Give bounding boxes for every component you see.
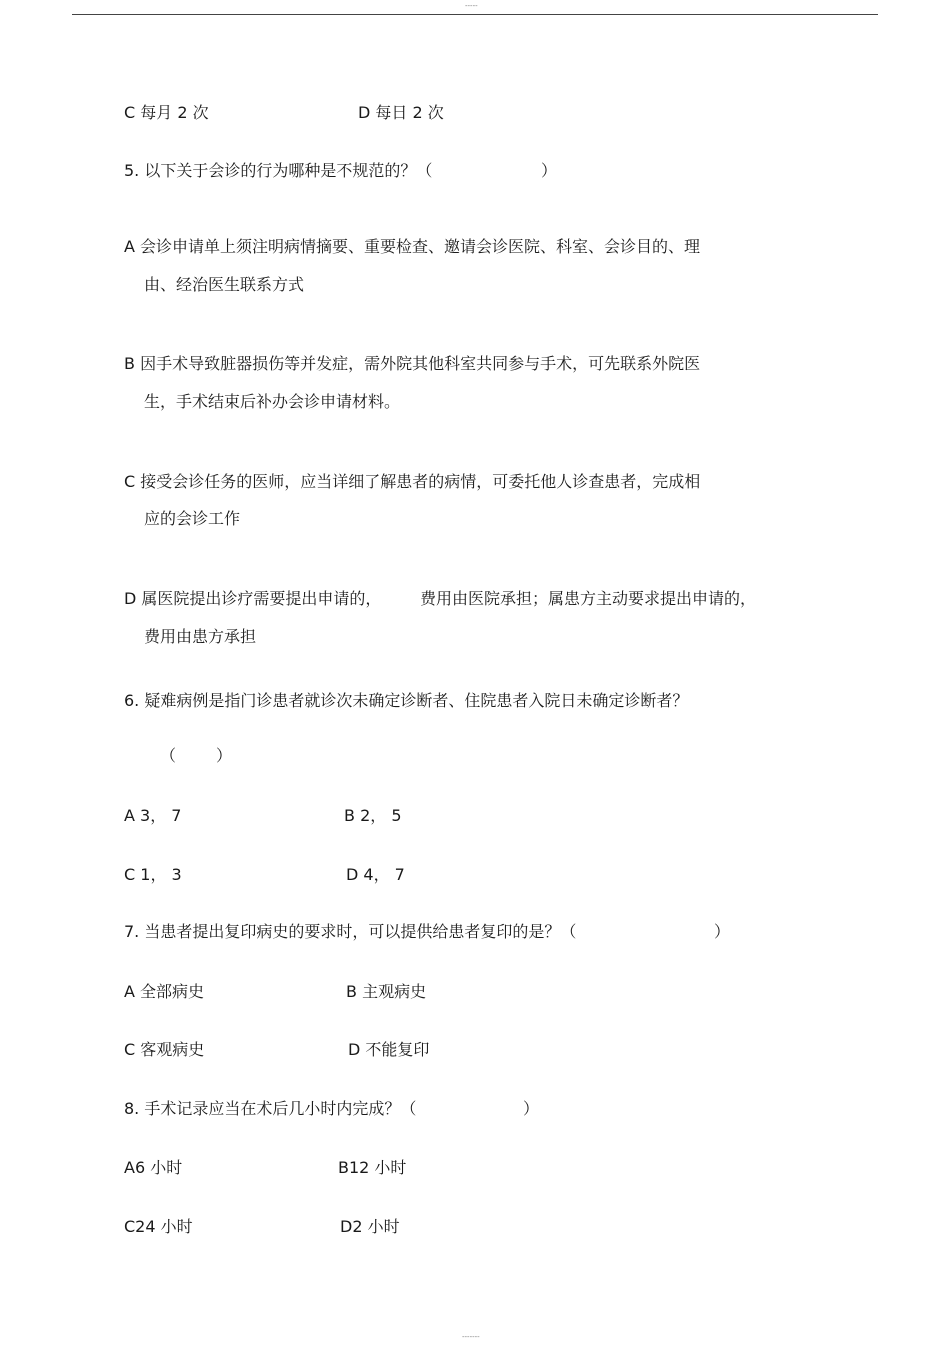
q8-stem: 8. 手术记录应当在术后几小时内完成？（ xyxy=(124,1099,417,1118)
q6-paren-open: （ xyxy=(160,746,177,765)
q5-option-c-line2: 应的会诊工作 xyxy=(144,509,241,528)
q5-option-a-line2: 由、经治医生联系方式 xyxy=(144,275,305,294)
q5-option-d-line1a: D 属医院提出诊疗需要提出申请的， xyxy=(124,589,382,608)
q7-option-c: C 客观病史 xyxy=(124,1040,205,1059)
header-rule xyxy=(72,14,878,15)
q5-option-d-line2: 费用由患方承担 xyxy=(144,627,257,646)
q6-option-b: B 2， 5 xyxy=(344,806,402,825)
q6-option-a: A 3， 7 xyxy=(124,806,182,825)
q4-option-c: C 每月 2 次 xyxy=(124,103,209,122)
q5-option-b-line1: B 因手术导致脏器损伤等并发症，需外院其他科室共同参与手术，可先联系外院医 xyxy=(124,354,701,373)
q8-option-d: D2 小时 xyxy=(340,1217,400,1236)
q6-option-d: D 4， 7 xyxy=(346,865,405,884)
q8-option-b: B12 小时 xyxy=(338,1158,407,1177)
footer-dots: ------- xyxy=(462,1333,480,1341)
q5-option-b-line2: 生，手术结束后补办会诊申请材料。 xyxy=(144,392,401,411)
q7-paren-close: ） xyxy=(714,922,731,941)
q6-option-c: C 1， 3 xyxy=(124,865,182,884)
q8-paren-close: ） xyxy=(523,1099,540,1118)
q7-option-a: A 全部病史 xyxy=(124,982,205,1001)
q6-stem: 6. 疑难病例是指门诊患者就诊次未确定诊断者、住院患者入院日未确定诊断者？ xyxy=(124,691,689,710)
q7-option-b: B 主观病史 xyxy=(346,982,427,1001)
q6-paren-close: ） xyxy=(216,746,233,765)
q5-option-a-line1: A 会诊申请单上须注明病情摘要、重要检查、邀请会诊医院、科室、会诊目的、理 xyxy=(124,237,701,256)
header-dots: ----- xyxy=(465,2,478,10)
q5-option-d-line1b: 费用由医院承担；属患方主动要求提出申请的， xyxy=(420,589,757,608)
q7-stem: 7. 当患者提出复印病史的要求时，可以提供给患者复印的是？（ xyxy=(124,922,577,941)
q5-paren-close: ） xyxy=(541,161,558,180)
q4-option-d: D 每日 2 次 xyxy=(358,103,444,122)
q8-option-c: C24 小时 xyxy=(124,1217,193,1236)
q8-option-a: A6 小时 xyxy=(124,1158,183,1177)
q5-option-c-line1: C 接受会诊任务的医师，应当详细了解患者的病情，可委托他人诊查患者，完成相 xyxy=(124,472,701,491)
q7-option-d: D 不能复印 xyxy=(348,1040,430,1059)
q5-stem: 5. 以下关于会诊的行为哪种是不规范的？（ xyxy=(124,161,433,180)
